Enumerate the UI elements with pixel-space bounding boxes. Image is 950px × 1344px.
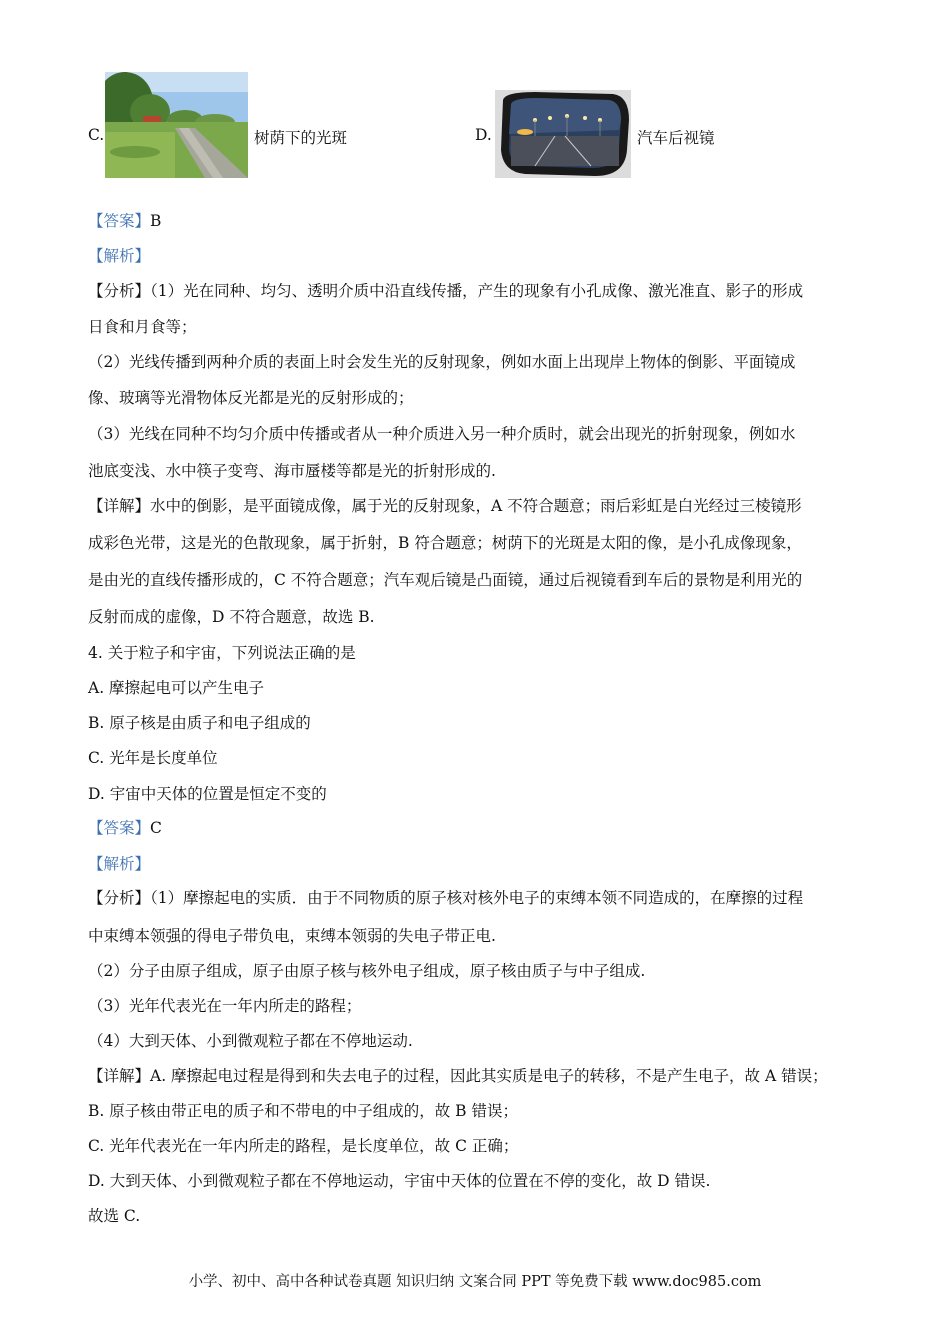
q3-analysis-line: 池底变浅、水中筷子变弯、海市蜃楼等都是光的折射形成的. — [88, 462, 496, 480]
q4-answer: C — [150, 819, 162, 837]
q4-conclusion: 故选 C. — [88, 1207, 141, 1225]
q4-analysis-line: 中束缚本领强的得电子带负电，束缚本领弱的失电子带正电. — [88, 927, 496, 945]
q3-detail-line: 是由光的直线传播形成的，C 不符合题意；汽车观后镜是凸面镜，通过后视镜看到车后的景物是利用光的 — [88, 571, 803, 589]
q4-answer-line — [88, 818, 162, 838]
q4-stem: 4. 关于粒子和宇宙，下列说法正确的是 — [88, 644, 356, 662]
option-c-label: C. — [88, 126, 105, 144]
q4-option-b: B. 原子核是由质子和电子组成的 — [88, 714, 311, 732]
option-d-caption: 汽车后视镜 — [637, 129, 715, 147]
q3-detail-line: 【详解】水中的倒影，是平面镜成像，属于光的反射现象，A 不符合题意；雨后彩虹是白光经过三棱镜形 — [88, 497, 802, 515]
page-footer: 小学、初中、高中各种试卷真题 知识归纳 文案合同 PPT 等免费下载 www.doc985.com — [188, 1274, 762, 1290]
option-d-label: D. — [475, 126, 492, 144]
rearview-mirror-photo — [495, 90, 631, 178]
q3-answer: B — [150, 212, 162, 230]
q3-analysis-tag: 【解析】 — [88, 247, 151, 265]
q4-option-a: A. 摩擦起电可以产生电子 — [88, 679, 265, 697]
q4-option-d: D. 宇宙中天体的位置是恒定不变的 — [88, 785, 327, 803]
q4-analysis-line: 【分析】（1）摩擦起电的实质．由于不同物质的原子核对核外电子的束缚本领不同造成的，在摩擦的过程 — [88, 889, 804, 907]
q3-answer-line — [88, 211, 161, 231]
option-c-caption: 树荫下的光斑 — [254, 129, 348, 147]
q3-analysis-line: 像、玻璃等光滑物体反光都是光的反射形成的； — [88, 389, 414, 407]
answer-tag: 【答案】 — [88, 819, 151, 837]
q3-analysis-line: （2）光线传播到两种介质的表面上时会发生光的反射现象，例如水面上出现岸上物体的倒影、平面镜成 — [88, 353, 796, 371]
q3-detail-line: 反射而成的虚像，D 不符合题意，故选 B. — [88, 608, 375, 626]
q4-detail-line: 【详解】A. 摩擦起电过程是得到和失去电子的过程，因此其实质是电子的转移，不是产生电子，故 A 错误； — [88, 1067, 828, 1085]
q4-detail-line: D. 大到天体、小到微观粒子都在不停地运动，宇宙中天体的位置在不停的变化，故 D 错误. — [88, 1172, 711, 1190]
q4-analysis-line: （4）大到天体、小到微观粒子都在不停地运动. — [88, 1032, 413, 1050]
q4-analysis-line: （3）光年代表光在一年内所走的路程； — [88, 997, 362, 1015]
q3-detail-line: 成彩色光带，这是光的色散现象，属于折射，B 符合题意；树荫下的光斑是太阳的像，是小孔成像现象， — [88, 534, 802, 552]
q4-analysis-line: （2）分子由原子组成，原子由原子核与核外电子组成，原子核由质子与中子组成. — [88, 962, 646, 980]
q3-analysis-line: 【分析】（1）光在同种、均匀、透明介质中沿直线传播，产生的现象有小孔成像、激光准直、影子的形成 — [88, 282, 804, 300]
q4-option-c: C. 光年是长度单位 — [88, 749, 218, 767]
q3-analysis-line: （3）光线在同种不均匀介质中传播或者从一种介质进入另一种介质时，就会出现光的折射现象，例如水 — [88, 425, 796, 443]
q4-analysis-tag: 【解析】 — [88, 855, 151, 873]
tree-shade-photo — [105, 72, 248, 178]
answer-tag: 【答案】 — [88, 212, 151, 230]
q4-detail-line: B. 原子核由带正电的质子和不带电的中子组成的，故 B 错误； — [88, 1102, 518, 1120]
q3-analysis-line: 日食和月食等； — [88, 318, 197, 336]
q4-detail-line: C. 光年代表光在一年内所走的路程，是长度单位，故 C 正确； — [88, 1137, 519, 1155]
